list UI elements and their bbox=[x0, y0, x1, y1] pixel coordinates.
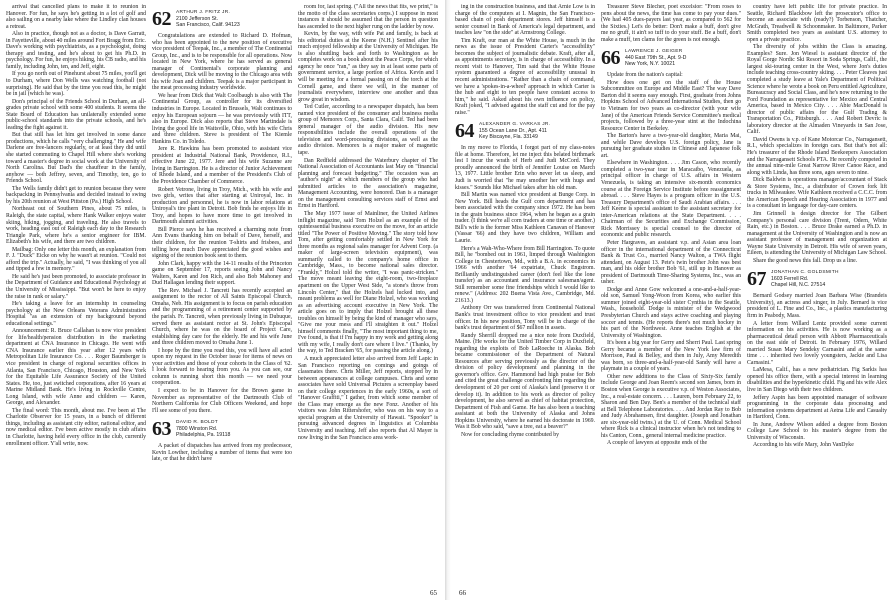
paragraph: A much appreciated letter also arrived from Jeff Lapic in San Francisco reporting on comings and goings of classmates there. Chris Miller, Jeff reports, stopped by in between appearances at college campuses. Chris and some associates have sold Universal Pictures a screenplay based on their college experiences in the early 1960s, a sort of "Hanover Graffiti," I gather, from which some member of the Class may emerge as the new Fonz. Another of his visitors was John Rittershofer, who was on his way to a special program at the University of Hawaii. "Spooker" is pursuing advanced degrees in linguistics at Columbia University and teaching. Jeff also reports that Al Mayer is now living in the San Francisco area work- bbox=[298, 355, 438, 441]
paragraph: John Clark, happy with the 14-11 results of the Princeton game on September 17, reports seeing John and Nancy Walters, Karen and Jon Rich, and also Bob Mahoney and Dud Hallagan lending their support. bbox=[152, 260, 292, 287]
paragraph-list bbox=[152, 443, 292, 463]
secretary-name: ALEXANDER G. VARKAS JR. bbox=[479, 122, 551, 128]
paragraph: Northeast out of Southern Pines, about 75 miles, is Raleigh, the state capital, where Hank Walker enjoys water skiing, hiking, jogging, and traveling. He also travels to work, heading east out of Raleigh each day to the Research Triangle Park, where he's a senior engineer for IBM. Elizabeth's his wife, and there are two children. bbox=[6, 206, 146, 246]
paragraph-list bbox=[298, 4, 438, 441]
paragraph: Tim Kraft, our man at the White House, is much in the news as the issue of President Carter's "accessibility" becomes the subject of journalistic debate. Kraft, after all, as appointments secretary, is in charge of accessibility. In a recent visit to Hanover, Tim said that the White House system guaranteed a degree of accessibility unusual in recent administrations. "Rather than a chain of command, we have a 'spokes-in-a-wheel' approach in which Carter is the hub and eight to ten people have constant access to him," he said. Asked about his own influence on policy, Kraft joked, "I advised against the staff cut and for the pay raise." bbox=[455, 37, 595, 116]
paragraph: The final word: This month, about me. I've been at The Charlotte Observer for 15 years, in a bunch of different things, including as assistant city editor, national editor, and now medical editor. I've been active mostly in club affairs in Charlotte, having held every office in the club, currently enrollment officer. Y'all write, now. bbox=[6, 407, 146, 447]
class-header-63 bbox=[152, 418, 292, 441]
paragraph: LaMesa, Calif., has a new pediatrician. Fig Sarkis has opened his office there, with a special interest in learning disabilities and the hyperkinetic child. Fig and his wife Alex live in San Diego with their two children. bbox=[747, 367, 887, 393]
secretary-name: ARTHUR J. FRITZ JR. bbox=[176, 10, 231, 15]
class-header-67 bbox=[747, 268, 887, 291]
paragraph: In June, Andrew Wilson added a degree from Boston College Law School to his master's degree from the University of Wisconsin. bbox=[747, 421, 887, 441]
paragraph: Now for concluding rhyme contributed by bbox=[461, 431, 560, 438]
right-col-3 bbox=[747, 4, 887, 586]
page-number: 66 bbox=[459, 589, 466, 597]
paragraph: Robert Vetrone, living in Troy, Mich., with his wife and two girls, writes that after starting at Uniroyal, Inc. in production and personnel, he is now in labor relations at Uniroyal's tire plant in Detroit. Bob finds he enjoys life in Troy, and hopes to have more time to get involved in Dartmouth alumni activities. bbox=[152, 186, 292, 226]
paragraph: We hear from Dick that Walt Coolbaugh is also with The Continental Group, as controller for its diversified industries in Europe. Located in Brussels, Walt continues to enjoy his European sojourn — he was previously with ITT, also in Europe. Dick also reports that Steve Martindale is living the good life in Waitsville, Ohio, with his wife Chris and three children. Steve is president of The Kiemle Hankins Co. in Toledo. bbox=[152, 92, 292, 145]
paragraph-list bbox=[6, 4, 146, 447]
class-number: 66 bbox=[601, 47, 620, 70]
paragraph: A letter from Willard Lentz provided some current information on his activities. He is now working as a pharmaceutical detail person with Abbott Pharmaceuticals on the east side of Detroit. In February 1976, Willard married Susan Mary Sendeky Carnasini and at the same time . . . inherited two lovely youngsters, Jackie and Lisa Carnasini." bbox=[747, 320, 887, 366]
paragraph: Peter Hargraves, an assistant v.p. and Asian area loan officer in the international department of the Connecticut Bank & Trust Co., married Nancy Walton, a TWA flight attendant, on August 13. Pete's twin brother John was best man, and his older brother Bob '61, still up in Hanover as president of Dartmouth Time-Sharing Systems, Inc., was an usher. bbox=[601, 239, 741, 286]
paragraph-list bbox=[747, 293, 887, 449]
right-col-1 bbox=[455, 4, 595, 586]
paragraph: Dan Redfield addressed the Waterbury chapter of The National Association of Accountants last May on "financial planning and forecast budgeting." The occasion was an "author's night" at which members of the group who had submitted articles to the association's magazine, Management Accounting, were honored. Dan is a manager on the management consulting services staff of Ernst and Ernst in Hartford. bbox=[298, 157, 438, 210]
address-line: 7800 Winston Rd. bbox=[176, 426, 218, 433]
paragraph: David Owens is v.p. of Kane Motorcar Co., Narragansett, R.I., which specializes in foreign cars. But that's not all: He's treasurer of the Rhode Island Beekeepers Association and the Narragansett Schools PTA. He recently competed in the annual nine-mile Great Narrow River Canoe Race, and along with Linda, has three sons, ages seven to nine. bbox=[747, 136, 887, 176]
paragraph: ing in the construction business, and that Arnie Low is in charge of the computers at I. Magnin, the San Francisco-based chain of posh department stores. Jeff himself is a senior counsel in Bank of America's legal department, and teaches law "on the side" at Armstrong College. bbox=[455, 4, 595, 37]
paragraph-list bbox=[152, 33, 292, 414]
right-col-2 bbox=[601, 4, 741, 586]
paragraph: Ted Cutler, according to a newspaper dispatch, has been named vice president of the consumer and business media group of Memorex Corp., Santa Clara, Calif. Ted had been general manager of the audio division. His new responsibilities include the overall operations of the television and word-processing divisions, as well as the audio division. Memorex is a major maker of magnetic tape. bbox=[298, 104, 438, 157]
address-line: 1603 Ferrell Rd. bbox=[771, 276, 809, 283]
paragraph: Mailbag: Only one letter this month, an explanation from F. J. "Duck" Eicke on why he wasn't at reunion. "Could not afford the trip." Actually, he said, "I was thinking of you all and tipped a few in memory." bbox=[6, 246, 146, 273]
paragraph: A couple of lawyers at opposite ends of the bbox=[607, 440, 708, 447]
paragraph: Dick Baldwin is operations manager/accountant of Stack & Store Systems, Inc., a distributor of Crown fork lift trucks in Milwaukee. Wife Kathleen received a C.C.C. from the American Speech and Hearing Association in 1977 and is a consultant in language for day-care centers. bbox=[747, 177, 887, 210]
address-city: Key Biscayne, Fla. 33149 bbox=[479, 134, 538, 141]
class-number: 67 bbox=[747, 268, 766, 291]
paragraph: Jim Grinnell is design director for The Gilbert Company's personal care division (Trent, Odern, White Rain, etc.) in Boston. . . . Bruce Drake earned a Ph.D. in management at the University of Washington and is now an assistant professor of management and organization at Wayne State University in Detroit. His wife of seven years, Eileen, is attending the University of Michigan Law School. bbox=[747, 210, 887, 257]
secretary-name: LAWRENCE J. GEIGER bbox=[625, 49, 683, 55]
left-page bbox=[0, 0, 445, 600]
page-number: 65 bbox=[430, 589, 437, 597]
paragraph: arrival that cancelled plans to make it to reunion in Hanover. For fun, he says he's getting in a lot of golf and also sailing on a nearby lake where the Lindley clan houses a retreat. bbox=[6, 4, 146, 30]
paragraph: room for, last spring. ("All the news that fits, we print," is the motto of the class secretaries corps.) I suppose in most instances it should be assumed that the person in question has ascended to the next higher rung on the ladder by now. bbox=[298, 4, 438, 30]
paragraph: In my move to Florida, I forgot part of my class-notes file at home. Therefore, let me inject this belated birthmark lest I incur the wrath of Herb and Judi McCord. They proudly announced the birth of Jennifer Louise on March 13, 1977. Little brother Erin who never let us sleep, and Judi is worried that "he may smother her with hugs and kisses." Sounds like Michael takes after his old man. bbox=[455, 145, 595, 191]
paragraph: Congratulations are extended to Richard D. Hofman, who has been appointed to the new position of executive vice president of Teepak, Inc., a member of The Continental Group, Inc., and is to be responsible for all operations. Now located in New York, where he has served as general manager of Continental's corporate planning and development, Dick will be moving to the Chicago area with his wife Joan and children. Teepak is a major participant in the meat processing industry worldwide. bbox=[152, 33, 292, 92]
paragraph-list bbox=[455, 4, 595, 116]
paragraph: Update from the nation's capital: bbox=[607, 72, 683, 79]
paragraph: Jeffery Aspin has been appointed manager of software programming in the corporate data processing and information systems department at Aetna Life and Casualty in Hartford, Conn. bbox=[747, 394, 887, 421]
paragraph: Jere R. Hawkins has been promoted to assistant vice president at Industrial National Bank, Providence, R.I., effective June 22, 1977. Jere and his wife Suzanne are living in Barrington. He is a director of Junior Achievement of Rhode Island, and a member of the President's Club of the Providence Chamber of Commerce. bbox=[152, 146, 292, 186]
paragraph-list bbox=[747, 4, 887, 264]
paragraph: The May 1977 issue of Mainliner, the United Airlines inflight magazine, said Tom Holzel as an example of the quintessential business executive on the move, for an article titled "The Power of Positive Moving." The story told how Tom, after getting comfortably settled in New York for three months as regional sales manager for Advent Corp. (a maker of large-screen television equipment), was summarily called to the company's home office in Cambridge, Mass., to become national sales director. "Frankly," Holzel told the writer, "I was panic-stricken." The move meant leaving the eight-room, two-fireplace apartment on the Upper West Side, "a stone's throw from Lincoln Center," that the Holzels had lucked into, and meant problems as well for Diane Holzel, who was working as an advertising account executive in New York. The article goes on to imply that Holzel brought all these troubles on himself by being the kind of manager who says, "Give me your mess and I'll straighten it out." Holzel himself comments finally, "The most important thing to me, I've found, is that if I'm happy in my work and getting along with my wife, I really don't care where I live." (Thanks, by the way, to Ted Bracken '65, for passing the article along.) bbox=[298, 210, 438, 355]
class-number: 63 bbox=[152, 418, 171, 441]
paragraph: Anthony Orr was transferred from Continental National Bank's trust investment office to vice president and trust officer. In his new position, Tony will be in charge of the bank's trust department of $67 million in assets. bbox=[455, 305, 595, 332]
paragraph: He's taking a leave for an internship in counseling psychology at the New Orleans Veterans Administration Hospital "as an extension of my background beyond educational settings." bbox=[6, 301, 146, 327]
address-city: Chapel Hill, N.C. 27514 bbox=[771, 282, 826, 289]
paragraph: Share the good news this fall. Drop us a line. bbox=[753, 257, 858, 264]
paragraph: country have left public life for private practice. In Seattle, Richard Blackbow left the prosecutor's office to become an associate with (ready?) Torbenson, Thatcher, McGrath, Treadwell & Schoonmaker. In Baltimore, Parker Smith completed two years as assistant U.S. attorney to open a private practice. bbox=[747, 4, 887, 43]
paragraph: Bill Pierce says he has received a charming note from Ann Evans thanking him on behalf of Dave, herself, and their children, for the reunion T-shirts and frisbees, and telling how much Dave appreciated the good wishes and signing of the reunion book sent to them. bbox=[152, 226, 292, 260]
address-line: 2100 Jefferson St. bbox=[176, 16, 219, 22]
class-header-62 bbox=[152, 10, 292, 28]
class-number: 62 bbox=[152, 8, 171, 30]
paragraph: Bill Martin was named vice president at Bunge Corp. in New York. Bill heads the Gulf corn department and has been associated with the company since 1972. He has been in the grain business since 1964, when he began as a grain trader. (I think we're all corn traders at one time or another.) Bill's wife is the former Miss Kathleen Canavan of Hanover (Vassar '66) and they have two children, William and Laurie. bbox=[455, 192, 595, 244]
address-city: Philadelphia, Pa. 19118 bbox=[176, 432, 231, 439]
paragraph-list bbox=[601, 4, 741, 43]
paragraph: Other new additions to the Class of Sixty-Six family include George and Joan Reem's second son James, born in Boston when George is executive v.p. of Weston Associates, Inc., a real-estate concern. . . . Lauren, born February 22, to Sharon and Ben Day. Ben's a member of the technical staff at Bell Telephone Laboratories. . . . And Jordan Ray to Bob and Judy Abrahamsen, first daughter. (Joseph and Jonathan are six-year-old twins.) at the U. of Conn. Medical School where Rick is a clinical instructor when he's not tending to his Canton, Conn., general internal medicine practice. bbox=[601, 373, 741, 439]
class-secretary-address bbox=[176, 420, 230, 438]
right-page bbox=[451, 0, 896, 600]
paragraph: Randy Sherrill dropped me a nice note from Duxfield, Maine. (He works for the United Timber Corp in Duxfield, regarding the exploits of Bob LaRoeche in Alaska. Bob became commissioner of the Department of Natural Resources after serving previously as the director of the division of policy development and planning in the governor's office. Gov. Hammond had high praise for Bob and cited the great challenge confronting him regarding the development of 20 per cent of Alaska's land (preserve it or develop it). In addition to his work as director of policy development, he also served as chief of habitat protection, Department of Fish and Game. He has also been a teaching assistant at both the University of Alaska and Johns Hopkins University, where he earned his doctorate in 1969. Was it Bob who said, "save a tree, eat a beaver?" bbox=[455, 332, 595, 431]
paragraph: Also in practice, though not as a doctor, is Dave Garratt, in Fayetteville, about 40 miles around Fort Bragg from Eric. Dave's working with psychiatrists, as a psychologist, doing therapy and testing, and he's about to get his Ph.D. in psychology. For fun, he enjoys hiking, his CB radio, and his family, including John, ten, and Jeff, eight. bbox=[6, 31, 146, 70]
paragraph: He said he's just been promoted, to associate professor in the Department of Guidance and Educational Psychology at the University of Mississippi. "But won't be here to enjoy the raise in rank or salary." bbox=[6, 273, 146, 300]
paragraph: But that still has let him get involved in some dance productions, which he calls "very challenging." He and wife Darlene are free-lancers regularly, or at least they did until she started commuting to Chapel Hill where she's working toward a master's degree in social work at the University of North Carolina. But Dad's the chauffeur in the family, anyhow — both Jeffrey, seven, and Timothy, ten, go to Friends School. bbox=[6, 132, 146, 185]
paragraph: Kevin, by the way, with wife Pat and family, is back at his editorial duties at the Keene (N.H.) Sentinel after his much enjoyed fellowship at the University of Michigan. He is also shuttling back and forth to Washington as he completes work on a book about the Peace Corps, for which agency he once "ran," as they say in at least some parts of government service, a large portion of Africa. Kevin and I will be meeting for a formal passing on of the torch at the Cornell game, and there we will, in the manner of journalists everywhere, interview one another and thus grow great in wisdom. bbox=[298, 31, 438, 103]
address-line: 440 East 79th St., Apt. 9-D bbox=[625, 55, 687, 62]
class-secretary-address bbox=[176, 10, 240, 28]
class-number: 64 bbox=[455, 120, 474, 143]
paragraph: Elsewhere in Washington. . . . Jim Cason, who recently completed a two-year tour in Maracaibo, Venezuela, as principal officer in charge of U.S. affairs in Western Venezuela, is taking an intensive six-month economics course at the Foreign Service Institute before reassignment abroad. . . . Steve Hayes is a program officer in the U.S. Treasury Department's office of Saudi Arabian affairs. . . . Jeff Keene is special assistant to the assistant secretary for inter-American relations at the State Department. . . . Chairman of the Securities and Exchange Commission, Rick Morrissey is special counsel to the director of economic and public research. bbox=[601, 160, 741, 239]
left-col-2 bbox=[152, 4, 292, 586]
paragraph: Here's a Wah-Who-Where from Bill Harrington. To quote Bill, he "bombed out in 1961, limped through Washington College in Chestertown, Md., with a B.A. in economics in 1966 with another '64 expatriate, Chuck Engstrom. Brilliantly undistinguished career (don't feel like the lone transfer) as an accountant and insurance salesman/agent. Still remember some fine friendships which I would like to renew." (Address: 202 Buena Vista Ave., Cambridge, Md. 21613.) bbox=[455, 245, 595, 304]
paragraph: Bernard Godsey married Joan Barbara Wise (Brandeis University), an actress and singer, in July. Bernard is vice president of L. Fine and Co., Inc., a plastics manufacturing firm in Peabody, Mass. bbox=[747, 293, 887, 319]
paragraph: I expect to be in Hanover for the Brown game in November as representative of the Dartmouth Club of Northern California for Club Officers Weekend, and hope I'll see some of you there. bbox=[152, 387, 292, 414]
class-header-64 bbox=[455, 120, 595, 143]
secretary-name: JONATHAN C. GOLDSMITH bbox=[771, 270, 839, 276]
paragraph: I hope by the time you read this, you will have all acted upon my request in the October issue for items of news on your activities and those of your cohorts in the Class of '62. I look forward to hearing from you. As you can see, our column is running short this month — we need your cooperation. bbox=[152, 347, 292, 387]
address-city: New York, N.Y. 10021 bbox=[625, 61, 676, 68]
paragraph: How does one get on the staff of the House Subcommittee on Europe and Middle East? The way Dave Barton did it seems easy enough. First, graduate from Johns Hopkins School of Advanced International Studies, then go to Vietnam for two years as co-director (with your wife Jane) of the American Friends Service Committee's medical projects, followed by a three-year stint at the Indochina Resource Center in Berkeley. bbox=[601, 79, 741, 132]
paragraph: Don's principal of the Friends School in Durham, an all-grades private school with some 400 students. It seems the State Board of Education has unilaterally extended some public-school standards into the private schools, and he's leading the fight against it. bbox=[6, 98, 146, 131]
paragraph: The Barton's have a two-year-old daughter, Maria Mai, and while Dave develops U.S. foreign policy, Jane is pursuing her graduate studies in Chinese and Japanese folk art. bbox=[601, 133, 741, 159]
address-city: San Francisco, Calif. 94123 bbox=[176, 22, 240, 28]
class-secretary-address bbox=[771, 270, 839, 288]
paragraph: The Rev. Michael J. Tancreti has recently accepted an assignment to the rector of All Saints Episcopal Church, Omaha, Neb. His assignment is to focus on parish education and the programming of a retirement center supported by the parish. Fr. Tancreti, when previously living in Dubuque, served there as assistant rector at St. John's Episcopal Church, where he was on the board of Project Care, establishing day care for the elderly. He and his wife June and three children moved to Omaha June 1. bbox=[152, 287, 292, 347]
class-secretary-address bbox=[479, 122, 550, 140]
paragraph: Treasurer Steve Blecher, poet excelsior: "From roses to pens about the news, the time has come to pay your dues." (We had 405 dues-payers last year, as compared to 562 for the Sixties.) Let's do better: Don't make a buff, don't give me no gruff, it ain't so tuff to do your stuff. Be a buff, don't make a muff, ten clams for the green is not enough. bbox=[601, 4, 741, 43]
paragraph: Dodge and Anne Gow welcomed a one-and-a-half-year-old son, Samuel Yong-Woon from Korea, who earlier this summer joined eight-year-old sister Cynthia in the Seattle, Wash., household. Dodge is minister of the Wedgwood Presbyterian Church and stays active coaching and playing soccer and tennis. (He reports there's not much hockey in his part of the Northwest. Anne teaches English at the University of Washington. bbox=[601, 286, 741, 339]
paragraph: The diversity of jobs within the Class is amazing. Examples? Sure. Jon Wiesel is assistant director of the Royal Gorge Nordic Ski Resort in Soda Springs, Calif., the largest ski-touring center in the West, where Jon's duties include teaching cross-country skiing. . . . Peter Cleaves just completed a study leave at Yale's Department of Political Science where he wrote a book on Peru entitled Agriculture, Bureaucracy and Social Class, and he's now returning to the Ford Foundation as representative for Mexico and Central America, based in Mexico City. . . . Abie MacDonald is director of public affairs for the Gulf Trading & Transportation Co., Pittsburgh. . . . And Robert Devric is laboratory director at the Almaden Vineyards in San Jose, Calif. bbox=[747, 44, 887, 136]
paragraph-list bbox=[601, 72, 741, 447]
paragraph: Announcement: R. Bruce Callahan is now vice president for life/health/pension distribution in the marketing department at CNA Insurance in Chicago. He went with CNA Insurance earlier this year after 12 years with Metropolitan Life Insurance Co. . . . Roger Baumberger is vice president in charge of regional securities offices in Atlanta, San Francisco, Chicago, Houston, and New York for the Equitable Life Assurance Society of the United States. He, too, just switched corporations, after 16 years at Marine Midland Bank. He's living in Rockville Centre, Long Island, with wife Anne and children — Karen, George, and Alexander. bbox=[6, 328, 146, 407]
address-line: 155 Ocean Lane Dr., Apt. 411 bbox=[479, 128, 547, 135]
class-secretary-address bbox=[625, 49, 686, 67]
paragraph: If you go north out of Pinehurst about 75 miles, you'll get to Durham, where Don Wells was watching football (not surprising). He said that by the time you read this, he might be in jail (which he was). bbox=[6, 71, 146, 98]
secretary-name: DAVID R. BOLDT bbox=[176, 420, 218, 426]
paragraph-list bbox=[455, 145, 595, 438]
left-col-1 bbox=[6, 4, 146, 586]
paragraph: The Wells family didn't get to reunion because they were backpacking in Pennsylvania and decided instead to swing by his 20th reunion at West Pittston (Pa.) High School. bbox=[6, 185, 146, 205]
paragraph: According to his wife Mary, John VanDyke bbox=[753, 442, 854, 449]
left-col-3 bbox=[298, 4, 438, 586]
paragraph: It's been a big year for Gerry and Sherri Paul. Last spring Gerry became a member of the New York law firm of Morrison, Paul & Belley, and then in July, Amy Meredith was born, so three-and-a-half-year-old Sandy will have a playmate in a couple of years. bbox=[601, 340, 741, 373]
paragraph: A packet of dispatches has arrived from my predecessor, Kevin Lowther, including a number of items that were too late, or that he didn't have bbox=[152, 443, 292, 463]
class-header-66 bbox=[601, 47, 741, 70]
